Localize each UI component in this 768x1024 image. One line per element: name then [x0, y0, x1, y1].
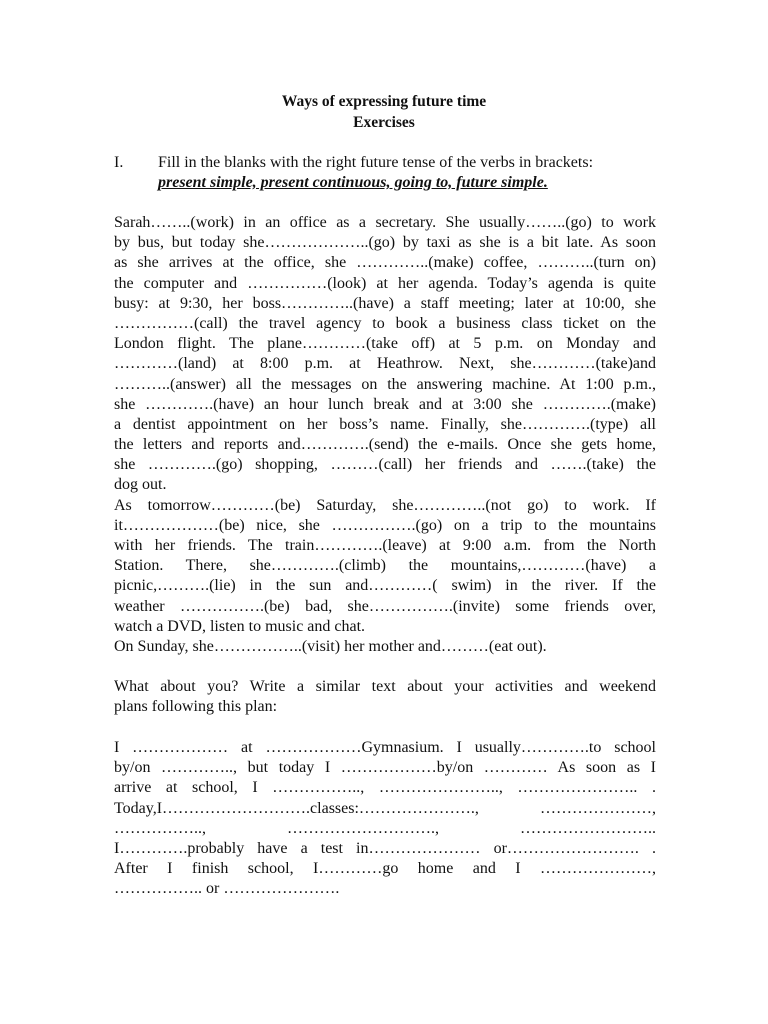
instruction-text: Fill in the blanks with the right future tense of the verbs in brackets:: [158, 154, 594, 171]
story-line: with her friends. The train………….(leave) at 9:00 a.m. from the North: [114, 537, 656, 554]
writing-plan: [114, 738, 656, 900]
plan-line: I ……………… at ………………Gymnasium. I usually………….to school: [114, 739, 656, 756]
worksheet-subtitle: Exercises: [353, 114, 415, 131]
plan-line: arrive at school, I …………….., ………………….., ………………….. .: [114, 779, 656, 797]
story-line: weather …………….(be) bad, she…………….(invite) some friends over,: [114, 597, 656, 615]
plan-line: After I finish school, I…………go home and I …………………,: [114, 860, 656, 878]
story-line: busy: at 9:30, her boss…………..(have) a staff meeting; later at 10:00, she: [114, 294, 656, 312]
story-line: the computer and ……………(look) at her agenda. Today’s agenda is quite: [114, 274, 656, 292]
story-line: ………..(answer) all the messages on the answering machine. At 1:00 p.m.,: [114, 375, 656, 393]
plan-line: I………….probably have a test in………………… or……………………. .: [114, 839, 656, 857]
story-line: the letters and reports and………….(send) the e-mails. Once she gets home,: [114, 436, 656, 454]
story-line: As tomorrow…………(be) Saturday, she…………..(not go) to work. If: [114, 496, 656, 514]
story-line: On Sunday, she……………..(visit) her mother and………(eat out).: [114, 637, 547, 655]
prompt-line: plans following this plan:: [114, 698, 278, 716]
worksheet-title: Ways of expressing future time: [281, 93, 487, 110]
story-line: …………(land) at 8:00 p.m. at Heathrow. Next, she…………(take)and: [114, 355, 656, 373]
instruction-tenses: present simple, present continuous, going to, future simple.: [158, 174, 548, 191]
writing-prompt: [114, 677, 656, 717]
story-line: by bus, but today she………………..(go) by taxi as she is a bit late. As soon: [114, 234, 656, 252]
plan-line: by/on ………….., but today I ………………by/on ………… As soon as I: [114, 759, 656, 777]
story-line: a dentist appointment on her boss’s name. Finally, she………….(type) all: [114, 415, 656, 433]
prompt-line: What about you? Write a similar text about your activities and weekend: [114, 678, 656, 695]
instruction-number: I.: [114, 154, 124, 171]
plan-line: …………….. or ………………….: [114, 880, 340, 898]
plan-line: Today,I……………………….classes:…………………., …………………,: [114, 799, 656, 817]
story-line: as she arrives at the office, she …………..(make) coffee, ………..(turn on): [114, 254, 656, 272]
plan-line: …………….., ………………………., ……………………..: [114, 819, 656, 837]
story-line: watch a DVD, listen to music and chat.: [114, 617, 366, 635]
story-line: Sarah……..(work) in an office as a secretary. She usually……..(go) to work: [114, 214, 656, 231]
story-line: dog out.: [114, 476, 167, 494]
story-line: ……………(call) the travel agency to book a business class ticket on the: [114, 314, 656, 332]
story-line: she ………….(have) an hour lunch break and at 3:00 she ………….(make): [114, 395, 656, 413]
story-line: Station. There, she………….(climb) the mountains,…………(have) a: [114, 557, 656, 575]
story-line: it………………(be) nice, she …………….(go) on a trip to the mountains: [114, 516, 656, 534]
story-line: she ………….(go) shopping, ………(call) her friends and …….(take) the: [114, 456, 656, 474]
story-line: picnic,……….(lie) in the sun and…………( swim) in the river. If the: [114, 577, 656, 595]
story-line: London flight. The plane…………(take off) at 5 p.m. on Monday and: [114, 335, 656, 353]
story-paragraph: [114, 213, 656, 657]
